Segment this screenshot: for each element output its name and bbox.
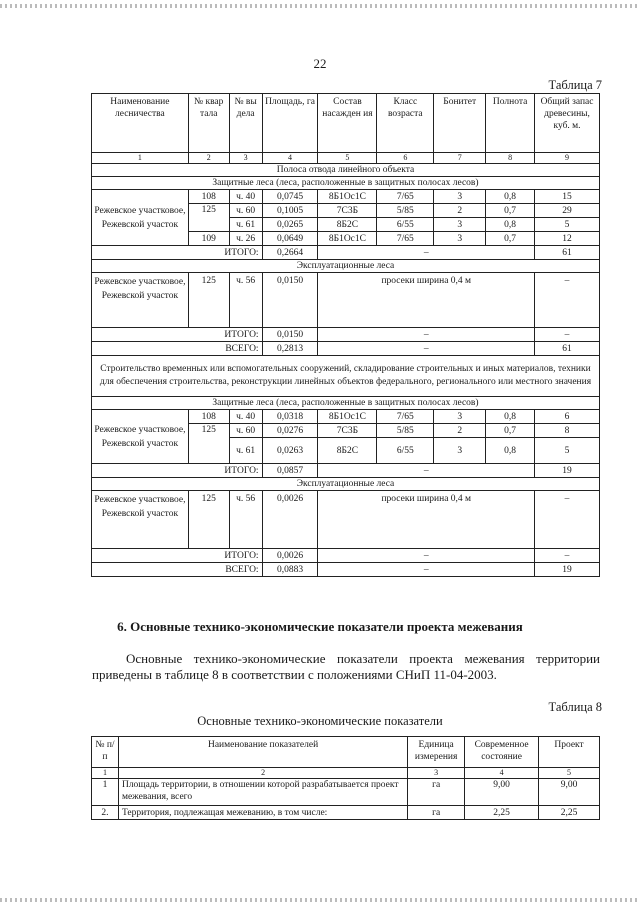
subsection-exploitation: Эксплуатационные леса xyxy=(92,260,600,273)
cell: 0,8 xyxy=(486,190,535,204)
cell: 125 xyxy=(188,491,229,549)
table8-header-row xyxy=(92,737,600,768)
cell: 0,7 xyxy=(486,232,535,246)
header-number: № п/п xyxy=(92,737,119,768)
col-num: 3 xyxy=(408,768,465,779)
cell: 5 xyxy=(535,218,600,232)
itogo-area: 0,0026 xyxy=(262,549,318,563)
header-indicator: Наименование показателей xyxy=(118,737,407,768)
table8-label: Таблица 8 xyxy=(548,700,602,714)
cell: 3 xyxy=(434,190,486,204)
subsection-exploitation: Эксплуатационные леса xyxy=(92,478,600,491)
table-row xyxy=(92,190,600,204)
dash-cell: – xyxy=(535,273,600,328)
section2-title: Строительство временных или вспомогательных сооружений, складирование строительных и иных материалов, техники для обеспечения строительства, реконструкции линейных объектов федерального, регионального или местного значения xyxy=(92,356,600,397)
cell: 125 xyxy=(188,204,229,232)
subsection-protective: Защитные леса (леса, расположенные в защитных полосах лесов) xyxy=(92,397,600,410)
table-7 xyxy=(91,93,600,577)
cell: га xyxy=(408,779,465,806)
cell: 3 xyxy=(434,410,486,424)
table-row xyxy=(92,779,600,806)
cell: 108 xyxy=(188,190,229,204)
col-num: 2 xyxy=(188,153,229,164)
cell: ч. 60 xyxy=(229,204,262,218)
cell: 3 xyxy=(434,438,486,464)
cell: 0,7 xyxy=(486,204,535,218)
cell: 5/85 xyxy=(377,424,434,438)
cell: 8 xyxy=(535,424,600,438)
cell: 2,25 xyxy=(465,806,539,820)
cell: 0,0276 xyxy=(262,424,318,438)
cell: 7/65 xyxy=(377,190,434,204)
subsection-protective: Защитные леса (леса, расположенные в защитных полосах лесов) xyxy=(92,177,600,190)
cell: 2 xyxy=(434,424,486,438)
itogo-row xyxy=(92,246,600,260)
cell: 0,0150 xyxy=(262,273,318,328)
vsego-row xyxy=(92,563,600,577)
cell: 7С3Б xyxy=(318,204,377,218)
cell: ч. 61 xyxy=(229,438,262,464)
itogo-area: 0,2664 xyxy=(262,246,318,260)
col-num: 5 xyxy=(539,768,600,779)
dash-cell: – xyxy=(535,328,600,342)
cell: 125 xyxy=(188,273,229,328)
table8-colnum-row xyxy=(92,768,600,779)
cell: 8Б1Ос1С xyxy=(318,190,377,204)
cell: 12 xyxy=(535,232,600,246)
cell: 125 xyxy=(188,424,229,464)
cell: 0,0745 xyxy=(262,190,318,204)
forestry-name: Режевское участковое, Режевской участок xyxy=(92,410,189,464)
vsego-label: ВСЕГО: xyxy=(92,342,263,356)
dash-cell: – xyxy=(535,549,600,563)
cell: ч. 40 xyxy=(229,190,262,204)
col-num: 1 xyxy=(92,153,189,164)
cell: 2,25 xyxy=(539,806,600,820)
cell: 2 xyxy=(434,204,486,218)
itogo-row xyxy=(92,328,600,342)
header-stock: Общий запас древесины, куб. м. xyxy=(535,94,600,153)
table7-header-row xyxy=(92,94,600,153)
cell: 8Б2С xyxy=(318,218,377,232)
cell: ч. 56 xyxy=(229,273,262,328)
cell: 5 xyxy=(535,438,600,464)
cell: 7/65 xyxy=(377,232,434,246)
cell: га xyxy=(408,806,465,820)
col-num: 5 xyxy=(318,153,377,164)
vsego-area: 0,0883 xyxy=(262,563,318,577)
cell: 8Б1Ос1С xyxy=(318,410,377,424)
cell: ч. 56 xyxy=(229,491,262,549)
header-area: Площадь, га xyxy=(262,94,318,153)
table-row xyxy=(92,410,600,424)
cell: 1 xyxy=(92,779,119,806)
cell: 9,00 xyxy=(465,779,539,806)
forestry-name: Режевское участковое, Режевской участок xyxy=(92,190,189,246)
dash-cell: – xyxy=(318,464,535,478)
table7-label: Таблица 7 xyxy=(548,78,602,92)
section6-paragraph: Основные технико-экономические показатели проекта межевания территории приведены в таблице 8 в соответствии с положениями СНиП 11-04-2003. xyxy=(92,651,600,682)
cell: 0,8 xyxy=(486,438,535,464)
col-num: 1 xyxy=(92,768,119,779)
dash-cell: – xyxy=(535,491,600,549)
header-current: Современное состояние xyxy=(465,737,539,768)
header-kvartal: № квар тала xyxy=(188,94,229,153)
itogo-row xyxy=(92,549,600,563)
cell: 0,8 xyxy=(486,410,535,424)
vsego-area: 0,2813 xyxy=(262,342,318,356)
vsego-label: ВСЕГО: xyxy=(92,563,263,577)
cell: 0,0263 xyxy=(262,438,318,464)
cell: 8Б1Ос1С xyxy=(318,232,377,246)
col-num: 6 xyxy=(377,153,434,164)
cell: 109 xyxy=(188,232,229,246)
page-number: 22 xyxy=(313,56,327,71)
cell: 0,0026 xyxy=(262,491,318,549)
itogo-label: ИТОГО: xyxy=(92,549,263,563)
itogo-label: ИТОГО: xyxy=(92,246,263,260)
dash-cell: – xyxy=(318,549,535,563)
cell: 0,0265 xyxy=(262,218,318,232)
cell: ч. 61 xyxy=(229,218,262,232)
header-vydel: № вы дела xyxy=(229,94,262,153)
cell: 7С3Б xyxy=(318,424,377,438)
itogo-label: ИТОГО: xyxy=(92,328,263,342)
dash-cell: – xyxy=(318,246,535,260)
note-cell: просеки ширина 0,4 м xyxy=(318,491,535,549)
dash-cell: – xyxy=(318,563,535,577)
dash-cell: – xyxy=(318,328,535,342)
itogo-row xyxy=(92,464,600,478)
scan-edge-bottom xyxy=(0,898,640,902)
cell: 0,0649 xyxy=(262,232,318,246)
itogo-total: 61 xyxy=(535,246,600,260)
cell: ч. 26 xyxy=(229,232,262,246)
header-forestry: Наименование лесничества xyxy=(92,94,189,153)
cell: Территория, подлежащая межеванию, в том числе: xyxy=(118,806,407,820)
col-num: 9 xyxy=(535,153,600,164)
table7-colnum-row xyxy=(92,153,600,164)
vsego-total: 19 xyxy=(535,563,600,577)
cell: Площадь территории, в отношении которой разрабатывается проект межевания, всего xyxy=(118,779,407,806)
header-bonitet: Бонитет xyxy=(434,94,486,153)
section6-heading: 6. Основные технико-экономические показатели проекта межевания xyxy=(117,619,523,634)
cell: 0,8 xyxy=(486,218,535,232)
cell: ч. 40 xyxy=(229,410,262,424)
header-project: Проект xyxy=(539,737,600,768)
dash-cell: – xyxy=(318,342,535,356)
itogo-area: 0,0150 xyxy=(262,328,318,342)
itogo-total: 19 xyxy=(535,464,600,478)
col-num: 7 xyxy=(434,153,486,164)
cell: 15 xyxy=(535,190,600,204)
vsego-row xyxy=(92,342,600,356)
itogo-label: ИТОГО: xyxy=(92,464,263,478)
table-row xyxy=(92,273,600,328)
table-row xyxy=(92,491,600,549)
col-num: 4 xyxy=(262,153,318,164)
cell: 0,7 xyxy=(486,424,535,438)
col-num: 2 xyxy=(118,768,407,779)
cell: 0,1005 xyxy=(262,204,318,218)
section1-title: Полоса отвода линейного объекта xyxy=(92,164,600,177)
cell: 3 xyxy=(434,232,486,246)
cell: 29 xyxy=(535,204,600,218)
header-unit: Единица измерения xyxy=(408,737,465,768)
col-num: 3 xyxy=(229,153,262,164)
cell: 6 xyxy=(535,410,600,424)
scan-edge-top xyxy=(0,4,640,8)
header-density: Полнота xyxy=(486,94,535,153)
cell: 7/65 xyxy=(377,410,434,424)
cell: 6/55 xyxy=(377,438,434,464)
cell: 108 xyxy=(188,410,229,424)
cell: 2. xyxy=(92,806,119,820)
forestry-name: Режевское участковое, Режевской участок xyxy=(92,273,189,328)
table-8 xyxy=(91,736,600,820)
note-cell: просеки ширина 0,4 м xyxy=(318,273,535,328)
col-num: 8 xyxy=(486,153,535,164)
cell: 3 xyxy=(434,218,486,232)
vsego-total: 61 xyxy=(535,342,600,356)
table8-caption: Основные технико-экономические показатели xyxy=(197,714,443,728)
itogo-area: 0,0857 xyxy=(262,464,318,478)
header-composition: Состав насажден ия xyxy=(318,94,377,153)
cell: 6/55 xyxy=(377,218,434,232)
cell: ч. 60 xyxy=(229,424,262,438)
table-row xyxy=(92,806,600,820)
cell: 5/85 xyxy=(377,204,434,218)
cell: 8Б2С xyxy=(318,438,377,464)
forestry-name: Режевское участковое, Режевской участок xyxy=(92,491,189,549)
cell: 9,00 xyxy=(539,779,600,806)
cell: 0,0318 xyxy=(262,410,318,424)
col-num: 4 xyxy=(465,768,539,779)
header-age-class: Класс возраста xyxy=(377,94,434,153)
